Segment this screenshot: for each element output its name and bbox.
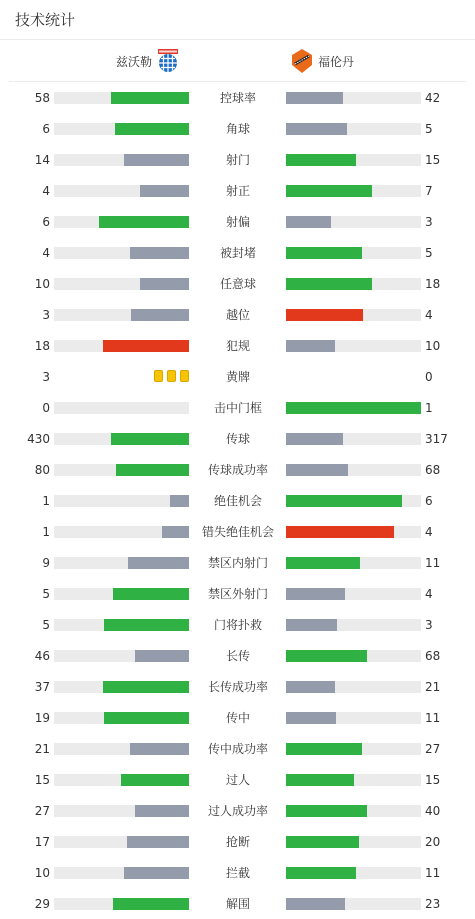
away-stat-bar [286, 898, 345, 910]
home-stat-value: 1 [42, 494, 50, 508]
away-stat-bar-track [286, 743, 421, 755]
away-stat-bar [286, 867, 356, 879]
home-stat-value: 29 [34, 897, 50, 911]
stat-label: 长传 [225, 649, 250, 663]
stat-row [0, 243, 475, 263]
home-stat-bar-track [54, 898, 189, 910]
away-team-crest-icon [291, 49, 313, 73]
home-stat-bar-track [54, 309, 189, 321]
yellow-card-icon [167, 370, 176, 382]
away-stat-bar-track [286, 309, 421, 321]
stat-row [0, 646, 475, 666]
away-stat-value: 21 [425, 680, 441, 694]
away-stat-bar-track [286, 402, 421, 414]
stat-label: 传球成功率 [207, 463, 268, 477]
home-stat-value: 9 [42, 556, 50, 570]
stat-row [0, 274, 475, 294]
stat-row [0, 553, 475, 573]
home-stat-value: 4 [42, 246, 50, 260]
home-stat-bar [113, 898, 189, 910]
away-stat-bar-track [286, 867, 421, 879]
away-stat-value: 3 [425, 215, 433, 229]
home-stat-value: 17 [34, 835, 50, 849]
home-stat-bar [103, 340, 189, 352]
home-stat-bar [140, 278, 189, 290]
away-stat-value: 317 [425, 432, 448, 446]
home-stat-bar-track [54, 805, 189, 817]
away-stat-bar-track [286, 836, 421, 848]
home-stat-bar [131, 309, 189, 321]
home-stat-bar-track [54, 402, 189, 414]
away-stat-value: 40 [425, 804, 441, 818]
away-stat-bar-track [286, 712, 421, 724]
stat-label: 长传成功率 [207, 680, 268, 694]
away-stat-value: 0 [425, 370, 433, 384]
home-stat-value: 1 [42, 525, 50, 539]
stat-label: 犯规 [225, 339, 250, 353]
home-stat-bar [116, 464, 189, 476]
home-stat-value: 18 [34, 339, 50, 353]
home-stat-bar [127, 836, 189, 848]
away-stat-bar [286, 402, 421, 414]
away-stat-value: 68 [425, 463, 441, 477]
home-stat-value: 21 [34, 742, 50, 756]
home-stat-value: 27 [34, 804, 50, 818]
away-stat-bar [286, 340, 335, 352]
stat-row [0, 367, 475, 387]
away-stat-bar [286, 247, 362, 259]
away-stat-bar [286, 216, 331, 228]
home-stat-bar-track [54, 495, 189, 507]
away-stat-value: 68 [425, 649, 441, 663]
away-stat-bar [286, 464, 348, 476]
stat-label: 越位 [225, 308, 250, 322]
away-stat-bar-track [286, 278, 421, 290]
home-stat-bar-track [54, 216, 189, 228]
away-stat-bar [286, 433, 343, 445]
home-stat-value: 19 [34, 711, 50, 725]
away-stat-bar-track [286, 557, 421, 569]
home-stat-value: 3 [42, 308, 50, 322]
home-stat-bar-track [54, 92, 189, 104]
stat-label: 黄牌 [225, 370, 250, 384]
yellow-card-icon [154, 370, 163, 382]
away-stat-bar-track [286, 216, 421, 228]
home-stat-value: 15 [34, 773, 50, 787]
stat-row [0, 522, 475, 542]
home-stat-value: 58 [34, 91, 50, 105]
away-stat-bar [286, 123, 347, 135]
away-stat-value: 10 [425, 339, 441, 353]
page-title: 技术统计 [15, 11, 76, 29]
away-stat-bar [286, 681, 335, 693]
away-stat-bar [286, 309, 363, 321]
away-stat-bar-track [286, 464, 421, 476]
home-stat-value: 46 [34, 649, 50, 663]
home-stat-value: 5 [42, 587, 50, 601]
away-stat-bar-track [286, 92, 421, 104]
away-stat-bar [286, 92, 343, 104]
away-stat-bar-track [286, 774, 421, 786]
away-stat-value: 4 [425, 525, 433, 539]
stat-row [0, 460, 475, 480]
away-stat-value: 7 [425, 184, 433, 198]
home-stat-bar [135, 805, 189, 817]
away-stat-bar [286, 588, 345, 600]
away-team-name: 福伦丹 [318, 54, 355, 69]
stat-label: 控球率 [219, 91, 256, 105]
stat-label: 传球 [225, 432, 250, 446]
home-stat-value: 80 [34, 463, 50, 477]
stat-row [0, 212, 475, 232]
home-stat-bar [111, 433, 189, 445]
away-stat-value: 3 [425, 618, 433, 632]
away-stat-bar-track [286, 495, 421, 507]
away-stat-bar [286, 836, 359, 848]
away-stat-bar-track [286, 588, 421, 600]
stat-label: 门将扑救 [213, 618, 262, 632]
home-team[interactable] [116, 49, 179, 73]
stat-label: 传中 [225, 711, 250, 725]
away-stat-bar-track [286, 898, 421, 910]
home-stat-bar-track [54, 154, 189, 166]
stat-label: 角球 [225, 122, 250, 136]
away-stat-bar [286, 712, 336, 724]
away-stat-value: 4 [425, 308, 433, 322]
stat-row [0, 150, 475, 170]
away-stat-bar [286, 278, 372, 290]
away-stat-value: 5 [425, 246, 433, 260]
home-stat-bar [124, 867, 189, 879]
home-stat-bar-track [54, 588, 189, 600]
home-stat-bar-track [54, 247, 189, 259]
away-stat-bar [286, 805, 367, 817]
stat-row [0, 491, 475, 511]
stat-row [0, 894, 475, 914]
home-stat-bar [170, 495, 189, 507]
stat-row [0, 708, 475, 728]
home-stat-bar [113, 588, 189, 600]
home-stat-bar-track [54, 464, 189, 476]
home-stat-bar-track [54, 836, 189, 848]
home-stat-bar-track [54, 340, 189, 352]
away-stat-bar-track [286, 526, 421, 538]
stat-row [0, 832, 475, 852]
home-stat-bar-track [54, 557, 189, 569]
stat-row [0, 584, 475, 604]
home-stat-value: 10 [34, 277, 50, 291]
away-stat-bar-track [286, 123, 421, 135]
away-stat-value: 20 [425, 835, 441, 849]
home-stat-value: 6 [42, 215, 50, 229]
stat-row [0, 863, 475, 883]
stat-label: 过人 [225, 773, 250, 787]
stat-label: 射正 [225, 184, 250, 198]
stat-row [0, 615, 475, 635]
home-stat-bar-track [54, 743, 189, 755]
home-stat-bar [115, 123, 189, 135]
away-stat-bar-track [286, 433, 421, 445]
team-header [9, 40, 466, 82]
away-stat-value: 4 [425, 587, 433, 601]
home-team-crest-icon [157, 49, 179, 73]
away-stat-bar [286, 185, 372, 197]
away-stat-bar-track [286, 247, 421, 259]
away-stat-value: 23 [425, 897, 441, 911]
home-stat-bar [124, 154, 189, 166]
stat-label: 禁区内射门 [207, 556, 268, 570]
away-stat-bar [286, 774, 354, 786]
away-stat-bar-track [286, 805, 421, 817]
stat-label: 禁区外射门 [207, 587, 268, 601]
away-stat-value: 5 [425, 122, 433, 136]
home-stat-value: 10 [34, 866, 50, 880]
stat-label: 拦截 [225, 866, 250, 880]
away-stat-bar [286, 526, 394, 538]
home-stat-bar [135, 650, 189, 662]
home-stat-bar-track [54, 433, 189, 445]
stat-label: 错失绝佳机会 [201, 525, 274, 539]
home-stat-bar-track [54, 681, 189, 693]
stat-row [0, 770, 475, 790]
home-stat-bar-track [54, 185, 189, 197]
home-stat-bar [111, 92, 189, 104]
stat-row [0, 398, 475, 418]
stat-label: 过人成功率 [207, 804, 268, 818]
stat-row [0, 801, 475, 821]
home-stat-bar [130, 247, 189, 259]
stat-row [0, 336, 475, 356]
home-stat-bar-track [54, 526, 189, 538]
home-stat-value: 4 [42, 184, 50, 198]
home-stat-bar [128, 557, 189, 569]
away-stat-bar [286, 743, 362, 755]
away-stat-bar [286, 650, 367, 662]
away-stat-value: 18 [425, 277, 441, 291]
stat-label: 解围 [225, 897, 250, 911]
stat-label: 射门 [225, 153, 250, 167]
away-stat-value: 15 [425, 153, 441, 167]
stat-label: 传中成功率 [207, 742, 268, 756]
stat-label: 射偏 [225, 215, 250, 229]
home-stat-bar [121, 774, 189, 786]
away-stat-value: 15 [425, 773, 441, 787]
home-stat-bar [103, 681, 189, 693]
away-stat-bar-track [286, 650, 421, 662]
home-stat-bar [99, 216, 189, 228]
away-team[interactable] [291, 49, 354, 73]
away-stat-bar [286, 619, 337, 631]
home-stat-bar [162, 526, 189, 538]
home-stat-bar-track [54, 650, 189, 662]
away-stat-bar-track [286, 185, 421, 197]
away-stat-bar [286, 557, 360, 569]
stat-row [0, 119, 475, 139]
away-stat-value: 6 [425, 494, 433, 508]
stat-row [0, 181, 475, 201]
away-stat-value: 11 [425, 556, 441, 570]
section-header [0, 0, 475, 40]
home-stat-value: 5 [42, 618, 50, 632]
away-stat-bar-track [286, 619, 421, 631]
home-stat-value: 3 [42, 370, 50, 384]
home-stat-value: 0 [42, 401, 50, 415]
away-stat-bar [286, 154, 356, 166]
home-yellow-cards [154, 370, 189, 382]
home-stat-bar-track [54, 712, 189, 724]
home-stat-value: 430 [27, 432, 50, 446]
home-stat-bar-track [54, 278, 189, 290]
home-team-name: 兹沃勒 [115, 54, 152, 69]
home-stat-value: 6 [42, 122, 50, 136]
home-stat-bar [104, 619, 189, 631]
stat-row [0, 677, 475, 697]
stat-row [0, 88, 475, 108]
stat-label: 击中门框 [213, 401, 262, 415]
away-stat-bar [286, 495, 402, 507]
away-stat-value: 1 [425, 401, 433, 415]
home-stat-bar [140, 185, 189, 197]
home-stat-bar-track [54, 123, 189, 135]
home-stat-value: 14 [34, 153, 50, 167]
away-stat-bar-track [286, 154, 421, 166]
yellow-card-icon [180, 370, 189, 382]
stat-label: 抢断 [225, 835, 250, 849]
home-stat-bar [130, 743, 189, 755]
home-stat-bar-track [54, 619, 189, 631]
stat-row [0, 739, 475, 759]
away-stat-value: 27 [425, 742, 441, 756]
away-stat-value: 11 [425, 711, 441, 725]
stat-row [0, 305, 475, 325]
home-stat-value: 37 [34, 680, 50, 694]
stat-label: 被封堵 [219, 246, 256, 260]
home-stat-bar [104, 712, 189, 724]
stat-row [0, 429, 475, 449]
home-stat-bar-track [54, 867, 189, 879]
stat-label: 绝佳机会 [213, 494, 262, 508]
away-stat-bar-track [286, 340, 421, 352]
away-stat-value: 11 [425, 866, 441, 880]
home-stat-bar-track [54, 774, 189, 786]
away-stat-value: 42 [425, 91, 441, 105]
stat-label: 任意球 [219, 277, 256, 291]
away-stat-bar-track [286, 681, 421, 693]
